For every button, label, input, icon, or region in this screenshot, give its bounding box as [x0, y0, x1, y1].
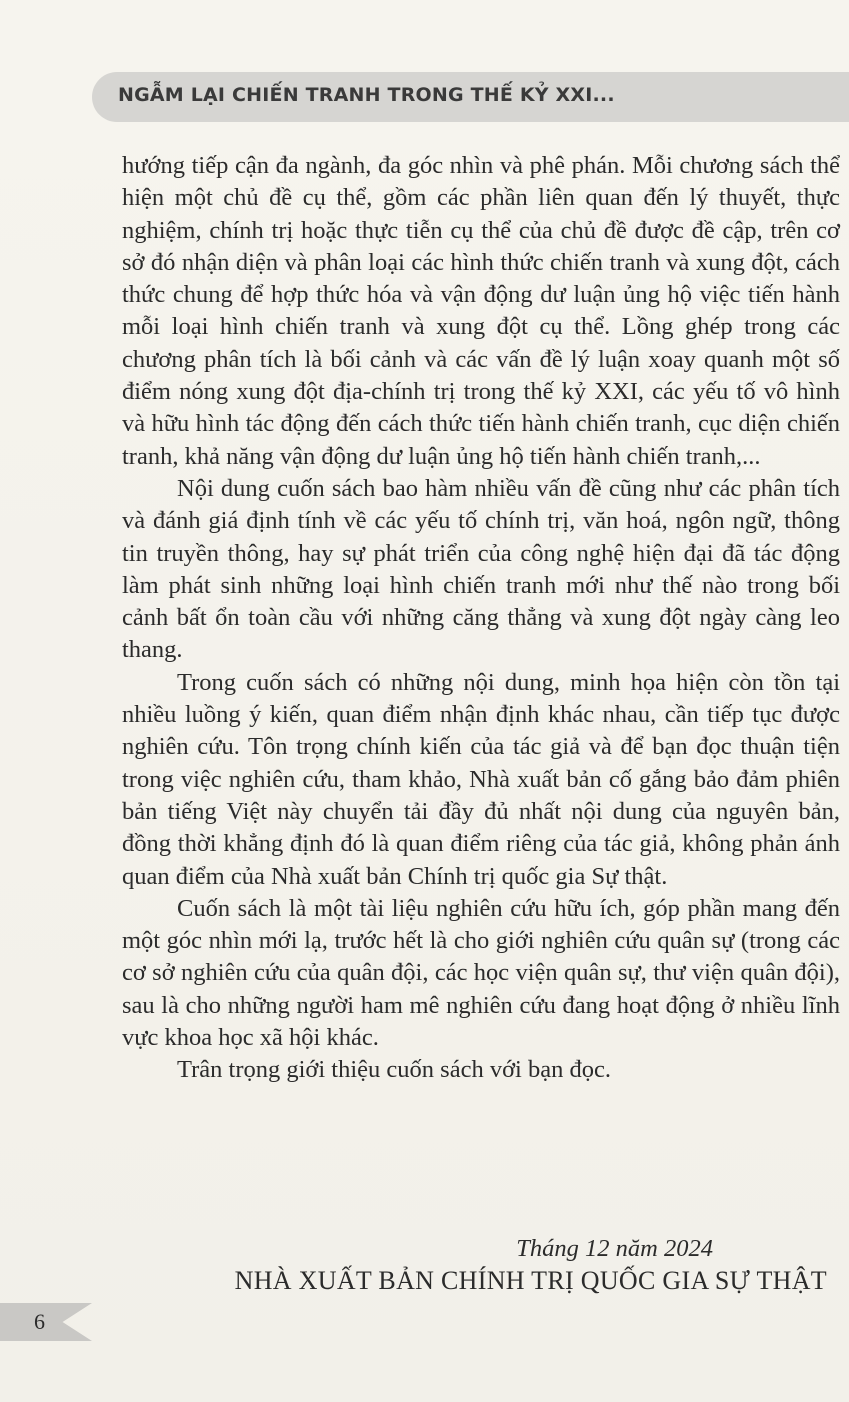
paragraph: Cuốn sách là một tài liệu nghiên cứu hữu ích, góp phần mang đến một góc nhìn mới lạ, trước hết là cho giới nghiên cứu quân sự (trong các cơ sở nghiên cứu của quân đội, các học viện quân sự, thư viện quân đội), sau là cho những người ham mê nghiên cứu đang hoạt động ở nhiều lĩnh vực khoa học xã hội khác.	[122, 894, 840, 1052]
running-header-title: NGẪM LẠI CHIẾN TRANH TRONG THẾ KỶ XXI...	[118, 84, 615, 106]
signoff-date: Tháng 12 năm 2024	[516, 1235, 713, 1262]
paragraph: Trong cuốn sách có những nội dung, minh họa hiện còn tồn tại nhiều luồng ý kiến, quan điểm nhận định khác nhau, cần tiếp tục được nghiên cứu. Tôn trọng chính kiến của tác giả và để bạn đọc thuận tiện trong việc nghiên cứu, tham khảo, Nhà xuất bản cố gắng bảo đảm phiên bản tiếng Việt này chuyển tải đầy đủ nhất nội dung của nguyên bản, đồng thời khẳng định đó là quan điểm riêng của tác giả, không phản ánh quan điểm của Nhà xuất bản Chính trị quốc gia Sự thật.	[122, 668, 840, 890]
paragraph: Nội dung cuốn sách bao hàm nhiều vấn đề cũng như các phân tích và đánh giá định tính về các yếu tố chính trị, văn hoá, ngôn ngữ, thông tin truyền thông, hay sự phát triển của công nghệ hiện đại đã tác động làm phát sinh những loại hình chiến tranh mới như thế nào trong bối cảnh bất ổn toàn cầu với những căng thẳng và xung đột ngày càng leo thang.	[122, 474, 840, 664]
paragraph-continued: hướng tiếp cận đa ngành, đa góc nhìn và phê phán. Mỗi chương sách thể hiện một chủ đề cụ thể, gồm các phần liên quan đến lý thuyết, thực nghiệm, chính trị hoặc thực tiễn cụ thể của chủ đề được đề cập, trên cơ sở đó nhận diện và phân loại các hình thức chiến tranh và xung đột, cách thức chung để hợp thức hóa và vận động dư luận ủng hộ việc tiến hành mỗi loại hình chiến tranh và xung đột cụ thể. Lồng ghép trong các chương phân tích là bối cảnh và các vấn đề lý luận xoay quanh một số điểm nóng xung đột địa-chính trị trong thế kỷ XXI, các yếu tố vô hình và hữu hình tác động đến cách thức tiến hành chiến tranh, cục diện chiến tranh, khả năng vận động dư luận ủng hộ tiến hành chiến tranh,...	[122, 152, 840, 470]
page-number-tab	[0, 1303, 92, 1341]
paragraph: Trân trọng giới thiệu cuốn sách với bạn đọc.	[177, 1056, 611, 1084]
body-text	[122, 150, 840, 1087]
signoff-publisher: NHÀ XUẤT BẢN CHÍNH TRỊ QUỐC GIA SỰ THẬT	[234, 1266, 827, 1295]
page-number: 6	[34, 1309, 45, 1334]
